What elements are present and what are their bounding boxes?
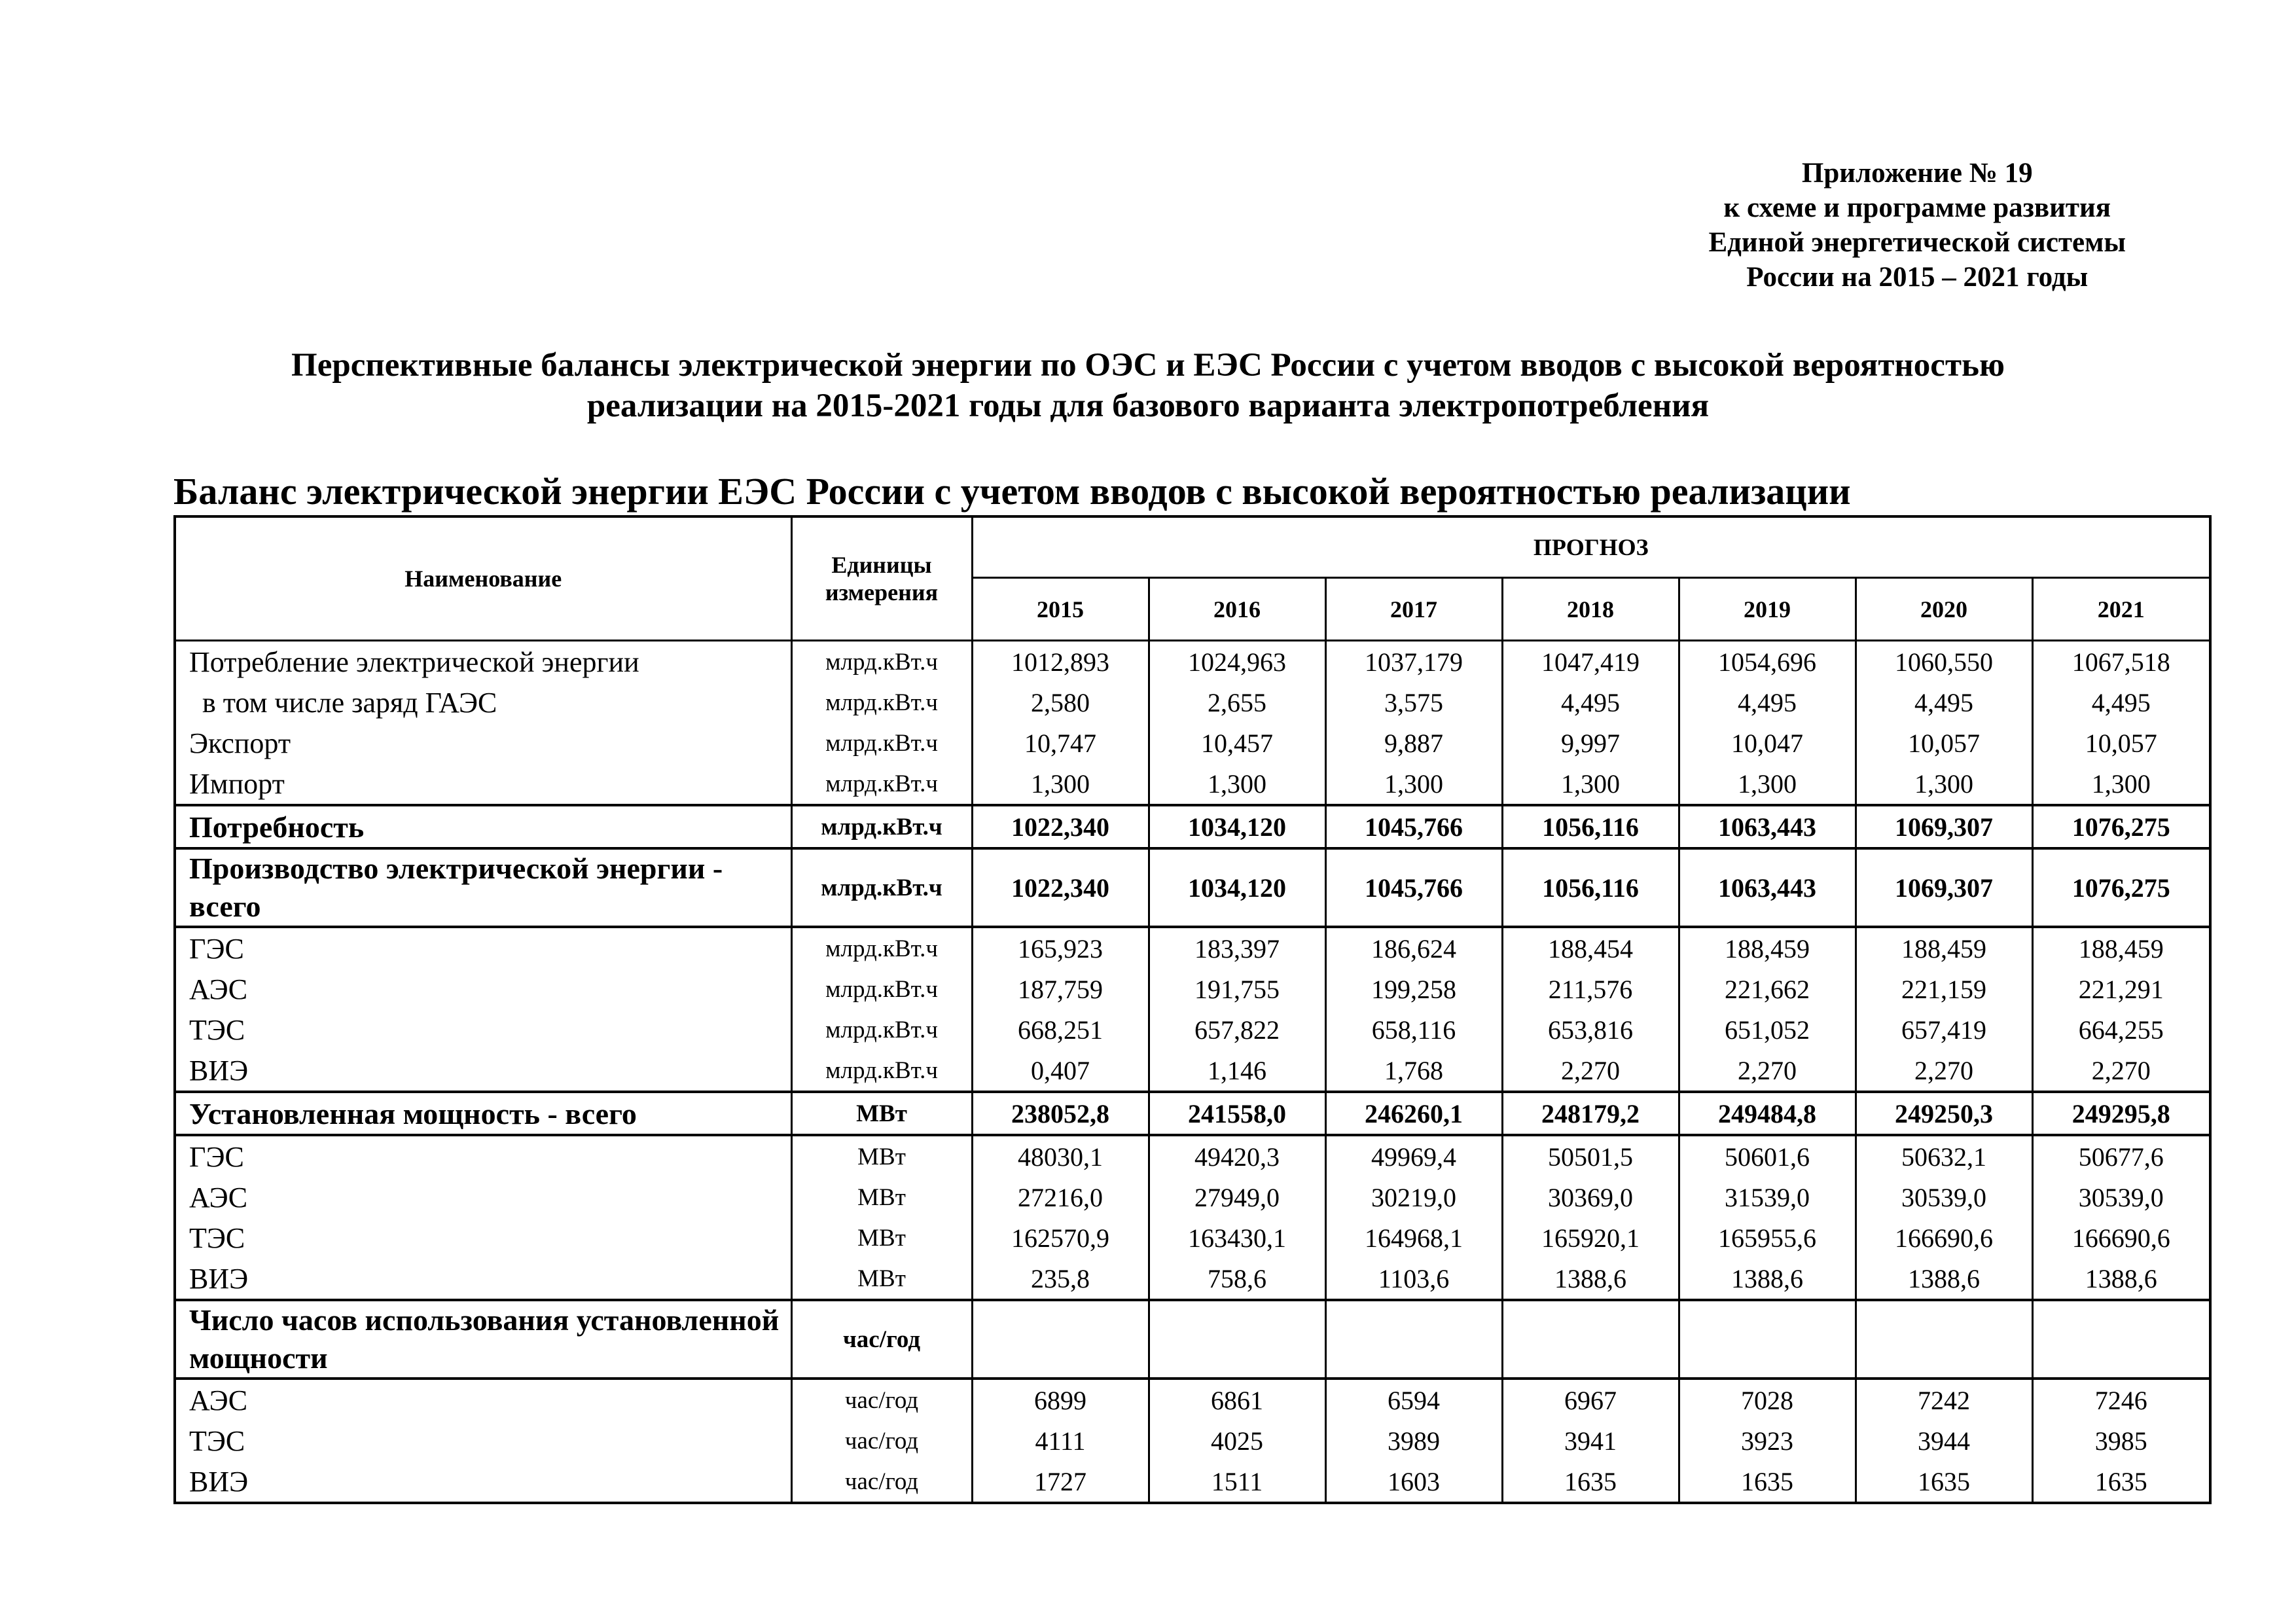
row-name: ТЭС (175, 1218, 791, 1258)
row-value-2019: 4,495 (1679, 682, 1856, 723)
row-value-2017: 9,887 (1325, 723, 1502, 763)
row-value-2017: 1,300 (1325, 763, 1502, 805)
row-name: Потребление электрической энергии (175, 641, 791, 683)
row-value-2018: 1047,419 (1502, 641, 1679, 683)
row-value-2017: 199,258 (1325, 969, 1502, 1009)
row-unit: млрд.кВт.ч (791, 805, 972, 848)
table-row (175, 682, 2210, 723)
appendix-line-1: Приложение № 19 (1801, 158, 2033, 189)
row-unit: млрд.кВт.ч (791, 1050, 972, 1092)
row-value-2020: 4,495 (1856, 682, 2032, 723)
row-name: ВИЭ (175, 1461, 791, 1503)
row-unit: млрд.кВт.ч (791, 682, 972, 723)
row-value-2020: 3944 (1856, 1420, 2032, 1461)
row-value-2016: 49420,3 (1149, 1135, 1325, 1177)
row-value-2015: 1022,340 (972, 848, 1149, 927)
document-title-line-1: Перспективные балансы электрической энергии по ОЭС и ЕЭС России с учетом вводов с высокой вероятностью (291, 347, 2005, 384)
table-row (175, 927, 2210, 969)
row-value-2020: 1,300 (1856, 763, 2032, 805)
row-value-2019: 188,459 (1679, 927, 1856, 969)
table-row (175, 1218, 2210, 1258)
table-row (175, 805, 2210, 848)
row-value-2016: 191,755 (1149, 969, 1325, 1009)
row-value-2017: 3,575 (1325, 682, 1502, 723)
row-name: ГЭС (175, 927, 791, 969)
row-value-2017: 164968,1 (1325, 1218, 1502, 1258)
row-unit: млрд.кВт.ч (791, 927, 972, 969)
row-value-2019: 651,052 (1679, 1009, 1856, 1050)
table-body (175, 641, 2210, 1504)
table-row (175, 1461, 2210, 1503)
row-name: АЭС (175, 1177, 791, 1218)
row-value-2021 (2032, 1300, 2210, 1379)
row-value-2020: 188,459 (1856, 927, 2032, 969)
header-unit: Единицы измерения (791, 516, 972, 641)
row-value-2018 (1502, 1300, 1679, 1379)
row-value-2021: 664,255 (2032, 1009, 2210, 1050)
document-title (0, 345, 2296, 426)
header-name: Наименование (175, 516, 791, 641)
row-value-2016: 241558,0 (1149, 1092, 1325, 1135)
row-value-2017: 49969,4 (1325, 1135, 1502, 1177)
row-value-2016: 1511 (1149, 1461, 1325, 1503)
row-value-2021: 10,057 (2032, 723, 2210, 763)
row-unit: млрд.кВт.ч (791, 641, 972, 683)
row-value-2021: 221,291 (2032, 969, 2210, 1009)
row-name: ВИЭ (175, 1050, 791, 1092)
table-row (175, 1379, 2210, 1420)
row-value-2018: 1388,6 (1502, 1258, 1679, 1300)
row-value-2018: 165920,1 (1502, 1218, 1679, 1258)
table-title: Баланс электрической энергии ЕЭС России с учетом вводов с высокой вероятностью реализации (173, 470, 1851, 513)
row-value-2019: 1063,443 (1679, 848, 1856, 927)
document-title-line-2: реализации на 2015-2021 годы для базового варианта электропотребления (586, 388, 1710, 424)
row-value-2016: 2,655 (1149, 682, 1325, 723)
row-value-2019: 2,270 (1679, 1050, 1856, 1092)
row-unit: млрд.кВт.ч (791, 1009, 972, 1050)
row-name: ВИЭ (175, 1258, 791, 1300)
row-value-2016: 657,822 (1149, 1009, 1325, 1050)
table-row (175, 969, 2210, 1009)
row-value-2018: 2,270 (1502, 1050, 1679, 1092)
row-unit: МВт (791, 1177, 972, 1218)
row-value-2019: 165955,6 (1679, 1218, 1856, 1258)
row-value-2017: 3989 (1325, 1420, 1502, 1461)
row-value-2019: 7028 (1679, 1379, 1856, 1420)
row-value-2018: 653,816 (1502, 1009, 1679, 1050)
header-year: 2016 (1149, 578, 1325, 641)
row-value-2021: 249295,8 (2032, 1092, 2210, 1135)
row-value-2021: 3985 (2032, 1420, 2210, 1461)
row-name: ТЭС (175, 1420, 791, 1461)
row-value-2021: 4,495 (2032, 682, 2210, 723)
row-value-2019: 1054,696 (1679, 641, 1856, 683)
row-value-2021: 1076,275 (2032, 805, 2210, 848)
row-value-2019: 249484,8 (1679, 1092, 1856, 1135)
row-name: Экспорт (175, 723, 791, 763)
row-value-2017: 1037,179 (1325, 641, 1502, 683)
row-value-2016: 1,300 (1149, 763, 1325, 805)
row-value-2015: 0,407 (972, 1050, 1149, 1092)
row-value-2020 (1856, 1300, 2032, 1379)
row-unit: млрд.кВт.ч (791, 763, 972, 805)
header-year: 2020 (1856, 578, 2032, 641)
row-value-2020: 166690,6 (1856, 1218, 2032, 1258)
row-name: Потребность (175, 805, 791, 848)
row-value-2021: 1388,6 (2032, 1258, 2210, 1300)
row-value-2019: 1,300 (1679, 763, 1856, 805)
row-value-2021: 30539,0 (2032, 1177, 2210, 1218)
row-value-2019 (1679, 1300, 1856, 1379)
row-unit: час/год (791, 1461, 972, 1503)
row-value-2016: 10,457 (1149, 723, 1325, 763)
row-value-2015: 238052,8 (972, 1092, 1149, 1135)
row-unit: МВт (791, 1092, 972, 1135)
header-year: 2015 (972, 578, 1149, 641)
row-unit: МВт (791, 1135, 972, 1177)
row-value-2018: 248179,2 (1502, 1092, 1679, 1135)
row-value-2021: 188,459 (2032, 927, 2210, 969)
row-value-2015: 10,747 (972, 723, 1149, 763)
row-value-2016: 1,146 (1149, 1050, 1325, 1092)
row-value-2021: 1076,275 (2032, 848, 2210, 927)
appendix-line-3: Единой энергетической системы (1708, 227, 2126, 258)
row-value-2019: 1388,6 (1679, 1258, 1856, 1300)
row-value-2015: 187,759 (972, 969, 1149, 1009)
row-value-2019: 31539,0 (1679, 1177, 1856, 1218)
row-unit: МВт (791, 1218, 972, 1258)
row-value-2020: 657,419 (1856, 1009, 2032, 1050)
row-value-2020: 1060,550 (1856, 641, 2032, 683)
row-value-2017: 1103,6 (1325, 1258, 1502, 1300)
row-value-2016: 183,397 (1149, 927, 1325, 969)
row-value-2020: 30539,0 (1856, 1177, 2032, 1218)
row-value-2018: 9,997 (1502, 723, 1679, 763)
row-value-2021: 50677,6 (2032, 1135, 2210, 1177)
table-row (175, 1177, 2210, 1218)
row-value-2018: 6967 (1502, 1379, 1679, 1420)
table-row (175, 1420, 2210, 1461)
row-value-2019: 1063,443 (1679, 805, 1856, 848)
row-value-2015 (972, 1300, 1149, 1379)
row-value-2018: 1,300 (1502, 763, 1679, 805)
row-value-2015: 1012,893 (972, 641, 1149, 683)
row-value-2015: 1,300 (972, 763, 1149, 805)
row-value-2019: 3923 (1679, 1420, 1856, 1461)
table-row (175, 763, 2210, 805)
row-value-2018: 1056,116 (1502, 805, 1679, 848)
table-header (175, 516, 2210, 641)
row-value-2016: 1034,120 (1149, 805, 1325, 848)
row-value-2018: 30369,0 (1502, 1177, 1679, 1218)
row-value-2018: 4,495 (1502, 682, 1679, 723)
row-value-2020: 1069,307 (1856, 805, 2032, 848)
row-unit: час/год (791, 1300, 972, 1379)
row-value-2015: 668,251 (972, 1009, 1149, 1050)
row-value-2016: 163430,1 (1149, 1218, 1325, 1258)
row-value-2016 (1149, 1300, 1325, 1379)
row-value-2019: 221,662 (1679, 969, 1856, 1009)
table-row (175, 1258, 2210, 1300)
balance-table (173, 515, 2212, 1504)
row-value-2020: 221,159 (1856, 969, 2032, 1009)
header-year: 2017 (1325, 578, 1502, 641)
row-value-2020: 2,270 (1856, 1050, 2032, 1092)
row-value-2017 (1325, 1300, 1502, 1379)
row-value-2015: 235,8 (972, 1258, 1149, 1300)
row-name: ТЭС (175, 1009, 791, 1050)
row-value-2017: 1045,766 (1325, 805, 1502, 848)
row-value-2017: 658,116 (1325, 1009, 1502, 1050)
row-value-2018: 1056,116 (1502, 848, 1679, 927)
row-value-2021: 2,270 (2032, 1050, 2210, 1092)
row-value-2016: 6861 (1149, 1379, 1325, 1420)
row-value-2015: 27216,0 (972, 1177, 1149, 1218)
row-value-2018: 188,454 (1502, 927, 1679, 969)
table-row (175, 1135, 2210, 1177)
row-name: Установленная мощность - всего (175, 1092, 791, 1135)
row-value-2017: 1045,766 (1325, 848, 1502, 927)
row-value-2015: 1727 (972, 1461, 1149, 1503)
appendix-line-4: России на 2015 – 2021 годы (1746, 262, 2089, 293)
row-name: Число часов использования установленной мощности (175, 1300, 791, 1379)
row-unit: час/год (791, 1420, 972, 1461)
table-row (175, 1300, 2210, 1379)
row-value-2021: 166690,6 (2032, 1218, 2210, 1258)
row-value-2020: 249250,3 (1856, 1092, 2032, 1135)
row-value-2016: 1034,120 (1149, 848, 1325, 927)
row-value-2015: 2,580 (972, 682, 1149, 723)
row-value-2017: 6594 (1325, 1379, 1502, 1420)
row-value-2018: 1635 (1502, 1461, 1679, 1503)
row-name: Производство электрической энергии - всего (175, 848, 791, 927)
row-unit: млрд.кВт.ч (791, 723, 972, 763)
row-unit: млрд.кВт.ч (791, 848, 972, 927)
row-value-2017: 246260,1 (1325, 1092, 1502, 1135)
row-value-2016: 4025 (1149, 1420, 1325, 1461)
row-value-2020: 10,057 (1856, 723, 2032, 763)
row-name: в том числе заряд ГАЭС (175, 682, 791, 723)
row-value-2019: 10,047 (1679, 723, 1856, 763)
row-value-2020: 1388,6 (1856, 1258, 2032, 1300)
row-value-2021: 1,300 (2032, 763, 2210, 805)
table-row (175, 1009, 2210, 1050)
row-value-2017: 186,624 (1325, 927, 1502, 969)
row-value-2015: 162570,9 (972, 1218, 1149, 1258)
appendix-line-2: к схеме и программе развития (1723, 192, 2111, 223)
row-value-2015: 165,923 (972, 927, 1149, 969)
row-value-2019: 50601,6 (1679, 1135, 1856, 1177)
row-value-2018: 50501,5 (1502, 1135, 1679, 1177)
header-year: 2019 (1679, 578, 1856, 641)
row-value-2015: 48030,1 (972, 1135, 1149, 1177)
row-value-2016: 1024,963 (1149, 641, 1325, 683)
header-year: 2021 (2032, 578, 2210, 641)
row-value-2019: 1635 (1679, 1461, 1856, 1503)
row-value-2020: 1635 (1856, 1461, 2032, 1503)
row-value-2018: 211,576 (1502, 969, 1679, 1009)
row-value-2020: 7242 (1856, 1379, 2032, 1420)
row-unit: млрд.кВт.ч (791, 969, 972, 1009)
header-forecast: ПРОГНОЗ (972, 516, 2210, 578)
appendix-header (1708, 156, 2126, 295)
header-year: 2018 (1502, 578, 1679, 641)
row-value-2021: 7246 (2032, 1379, 2210, 1420)
row-value-2015: 1022,340 (972, 805, 1149, 848)
table-row (175, 641, 2210, 683)
row-value-2020: 1069,307 (1856, 848, 2032, 927)
row-value-2016: 27949,0 (1149, 1177, 1325, 1218)
row-name: АЭС (175, 1379, 791, 1420)
table-row (175, 723, 2210, 763)
row-value-2018: 3941 (1502, 1420, 1679, 1461)
row-value-2021: 1067,518 (2032, 641, 2210, 683)
table-row (175, 1092, 2210, 1135)
row-value-2015: 6899 (972, 1379, 1149, 1420)
row-name: Импорт (175, 763, 791, 805)
row-value-2017: 1,768 (1325, 1050, 1502, 1092)
row-unit: МВт (791, 1258, 972, 1300)
row-value-2021: 1635 (2032, 1461, 2210, 1503)
row-value-2020: 50632,1 (1856, 1135, 2032, 1177)
table-row (175, 848, 2210, 927)
row-unit: час/год (791, 1379, 972, 1420)
row-value-2017: 30219,0 (1325, 1177, 1502, 1218)
row-name: ГЭС (175, 1135, 791, 1177)
row-value-2015: 4111 (972, 1420, 1149, 1461)
row-value-2016: 758,6 (1149, 1258, 1325, 1300)
table-row (175, 1050, 2210, 1092)
row-value-2017: 1603 (1325, 1461, 1502, 1503)
row-name: АЭС (175, 969, 791, 1009)
